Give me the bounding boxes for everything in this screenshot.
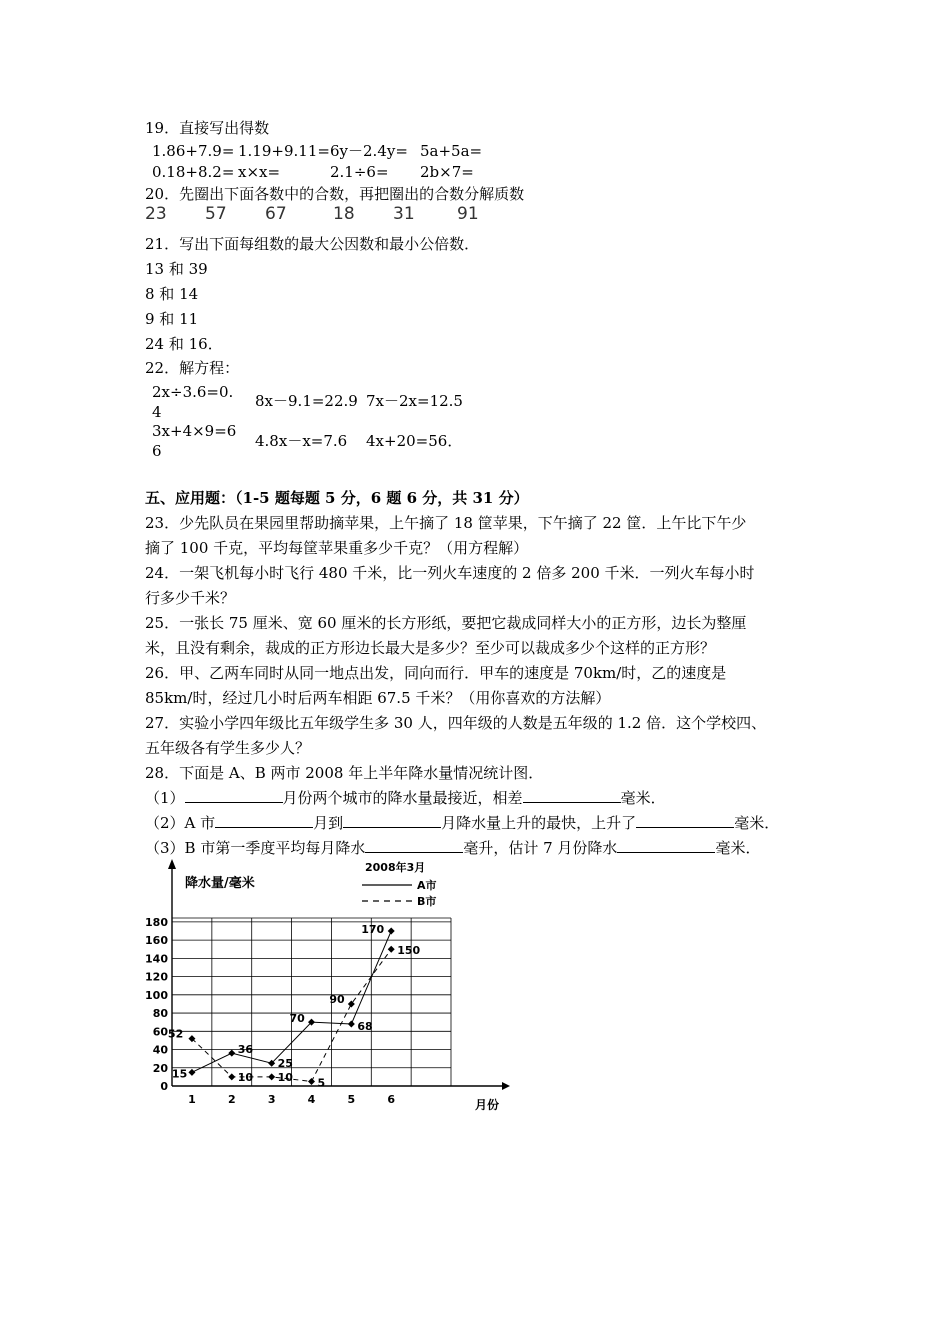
q22-eq: 7x－2x=12.5 — [366, 392, 463, 410]
q19-expr: 2.1÷6= — [330, 163, 389, 181]
y-tick-label: 120 — [145, 970, 168, 984]
q21-item: 13 和 39 — [145, 260, 208, 278]
q19-expr: x×x= — [238, 163, 281, 181]
legend-label-b: B市 — [417, 895, 437, 908]
q28-sub-label: （2）A 市 — [145, 814, 216, 832]
q19-row1 — [152, 141, 612, 161]
q19-expr: 6y－2.4y= — [330, 142, 408, 160]
y-tick-label: 40 — [152, 1043, 168, 1057]
q28-text: 月降水量上升的最快，上升了 — [441, 814, 637, 832]
x-tick-label: 6 — [387, 1093, 396, 1106]
data-label: 5 — [317, 1076, 326, 1090]
q19-expr: 2b×7= — [420, 163, 474, 181]
x-tick-label: 1 — [188, 1093, 196, 1106]
q24-line: 24．一架飞机每小时飞行 480 千米，比一列火车速度的 2 倍多 200 千米．一列火车每小时 — [145, 564, 755, 582]
q22-title: 22．解方程： — [145, 359, 240, 377]
section-title: 五、应用题：（1-5 题每题 5 分，6 题 6 分，共 31 分） — [145, 489, 529, 507]
x-tick-label: 3 — [267, 1093, 276, 1106]
answer-blank[interactable] — [365, 838, 463, 853]
q20-number: 23 — [145, 204, 167, 224]
q19-expr: 5a+5a= — [420, 142, 483, 160]
data-label: 36 — [237, 1043, 254, 1057]
y-tick-label: 80 — [152, 1007, 168, 1021]
q23-line: 23．少先队员在果园里帮助摘苹果，上午摘了 18 筐苹果，下午摘了 22 筐．上午比下午少 — [145, 514, 747, 532]
y-tick-label: 20 — [152, 1061, 168, 1075]
q27-line: 五年级各有学生多少人？ — [145, 739, 311, 757]
x-tick-label: 4 — [307, 1093, 316, 1106]
data-label: 15 — [171, 1067, 188, 1081]
data-point — [188, 1069, 195, 1076]
q26-line: 85km/时，经过几小时后两车相距 67.5 千米？（用你喜欢的方法解） — [145, 689, 611, 707]
q28-text: 毫升，估计 7 月份降水 — [463, 839, 618, 857]
data-label: 170 — [361, 923, 385, 936]
data-label: 90 — [329, 992, 345, 1006]
q20-number: 67 — [265, 204, 287, 224]
data-point — [388, 928, 395, 935]
data-label: 68 — [357, 1020, 373, 1033]
answer-blank[interactable] — [617, 838, 715, 853]
x-tick-label: 5 — [347, 1093, 356, 1106]
q22-eq-wrap: 4 — [152, 403, 162, 421]
q19-expr: 1.19+9.11= — [238, 142, 330, 160]
q28-sub2 — [145, 813, 779, 833]
y-tick-label: 180 — [145, 915, 168, 929]
q20-number: 31 — [393, 204, 415, 224]
q28-text: 月到 — [313, 814, 344, 832]
x-axis-arrow — [502, 1082, 510, 1090]
legend-title: 2008年3月 — [365, 861, 426, 874]
q28-text: 毫米． — [734, 814, 780, 832]
q24-line: 行多少千米？ — [145, 589, 236, 607]
data-point — [268, 1073, 275, 1080]
answer-blank[interactable] — [215, 813, 313, 828]
q22-eq: 4x+20=56． — [366, 432, 463, 450]
data-label: 70 — [289, 1012, 305, 1026]
q27-line: 27．实验小学四年级比五年级学生多 30 人，四年级的人数是五年级的 1.2 倍．这个学校四、 — [145, 714, 767, 732]
answer-blank[interactable] — [636, 813, 734, 828]
q25-line: 25．一张长 75 厘米、宽 60 厘米的长方形纸，要把它裁成同样大小的正方形，边长为整厘 — [145, 614, 747, 632]
y-axis-label: 降水量/毫米 — [185, 876, 255, 891]
y-tick-label: 60 — [152, 1025, 168, 1039]
q28-text: （3）B 市第一季度平均每月降水 — [145, 839, 366, 857]
q19-title: 19．直接写出得数 — [145, 119, 270, 137]
y-tick-label: 100 — [145, 988, 168, 1002]
data-point — [348, 1021, 355, 1028]
q28-sub-label: （1） — [145, 789, 185, 807]
q26-line: 26．甲、乙两车同时从同一地点出发，同向而行．甲车的速度是 70km/时，乙的速度是 — [145, 664, 727, 682]
answer-blank[interactable] — [185, 788, 283, 803]
q19-expr: 0.18+8.2= — [152, 163, 235, 181]
q20-number: 91 — [457, 204, 479, 224]
x-axis-label: 月份 — [475, 1098, 500, 1112]
data-point — [228, 1050, 235, 1057]
chart-axes — [168, 859, 510, 1090]
y-tick-label: 160 — [145, 934, 168, 948]
answer-blank[interactable] — [523, 788, 621, 803]
chart-labels — [145, 860, 499, 1112]
q28-text: 月份两个城市的降水量最接近，相差 — [282, 789, 523, 807]
data-point — [228, 1073, 235, 1080]
q28-text: 毫米． — [715, 839, 761, 857]
legend-label-a: A市 — [417, 879, 437, 892]
data-label: 10 — [277, 1070, 293, 1084]
chart-grid — [172, 918, 451, 1086]
q19-row2 — [152, 162, 612, 182]
q22-eq: 4.8x－x=7.6 — [255, 432, 348, 450]
rainfall-line-chart — [140, 855, 520, 1115]
data-point — [388, 946, 395, 953]
q28-sub1 — [145, 788, 666, 808]
q21-item: 24 和 16． — [145, 335, 223, 353]
y-axis-arrow — [168, 859, 176, 869]
data-label: 25 — [277, 1057, 293, 1071]
data-label: 150 — [397, 944, 421, 958]
y-tick-label: 0 — [160, 1080, 168, 1093]
q20-number: 18 — [333, 204, 355, 224]
q20-numbers — [145, 204, 505, 226]
q28-title: 28．下面是 A、B 两市 2008 年上半年降水量情况统计图． — [145, 764, 544, 782]
q22-eq: 3x+4×9=6 — [152, 422, 237, 440]
q22-eq: 8x－9.1=22.9 — [255, 392, 358, 410]
x-tick-label: 2 — [227, 1093, 236, 1106]
answer-blank[interactable] — [343, 813, 441, 828]
q23-line: 摘了 100 千克，平均每筐苹果重多少千克？（用方程解） — [145, 539, 529, 557]
data-label: 10 — [237, 1070, 254, 1084]
q20-number: 57 — [205, 204, 227, 224]
q19-expr: 1.86+7.9= — [152, 142, 235, 160]
q25-line: 米，且没有剩余，裁成的正方形边长最大是多少？至少可以裁成多少个这样的正方形？ — [145, 639, 716, 657]
q28-text: 毫米． — [620, 789, 666, 807]
q22-eq-wrap: 6 — [152, 442, 162, 460]
data-point — [348, 1000, 355, 1007]
q20-title: 20．先圈出下面各数中的合数，再把圈出的合数分解质数 — [145, 185, 525, 203]
data-label: 52 — [167, 1027, 184, 1041]
y-tick-label: 140 — [145, 952, 168, 966]
q21-item: 8 和 14 — [145, 285, 199, 303]
data-point — [308, 1078, 315, 1085]
q21-title: 21．写出下面每组数的最大公因数和最小公倍数． — [145, 235, 480, 253]
q21-item: 9 和 11 — [145, 310, 199, 328]
q22-eq: 2x÷3.6=0. — [152, 383, 234, 401]
